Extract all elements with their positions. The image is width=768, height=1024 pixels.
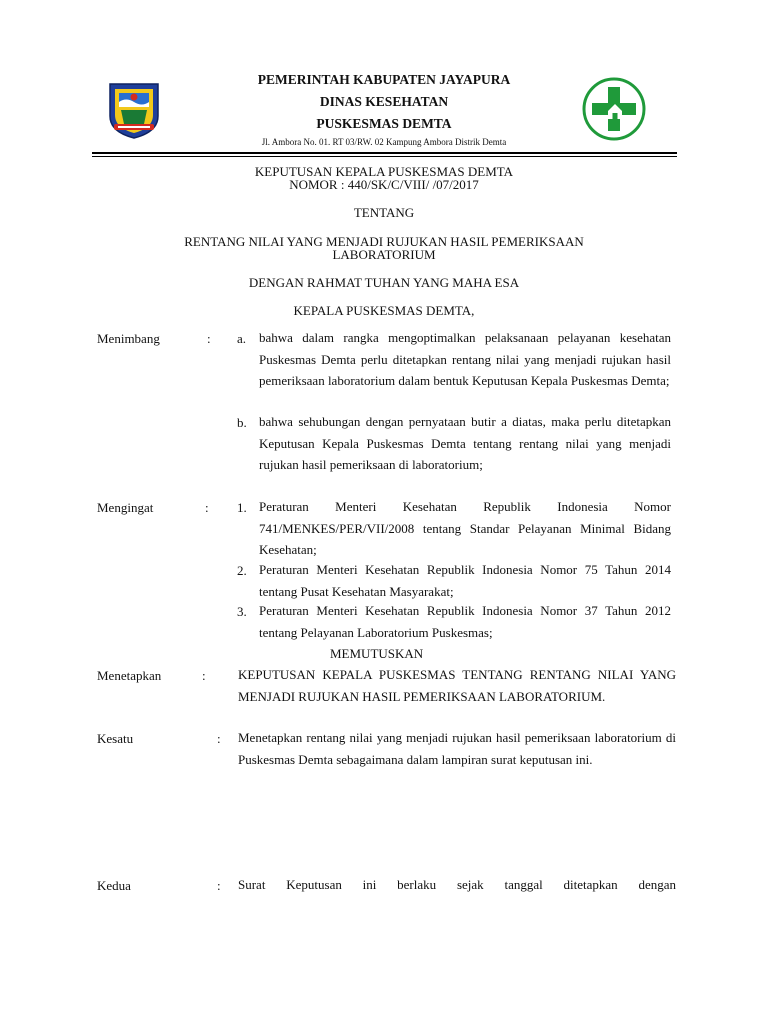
kepala-heading: KEPALA PUSKESMAS DEMTA, bbox=[293, 303, 475, 318]
menimbang-marker-a: a. bbox=[237, 331, 247, 346]
kedua-label: Kedua bbox=[97, 878, 131, 893]
kesatu-text: Menetapkan rentang nilai yang menjadi rujukan hasil pemeriksaan laboratorium di Puskesmas Demta sebagaimana dalam lampiran surat keputusan ini. bbox=[238, 730, 676, 767]
letterhead-puskesmas: PUSKESMAS DEMTA bbox=[316, 116, 452, 131]
letterhead-government: PEMERINTAH KABUPATEN JAYAPURA bbox=[257, 72, 511, 87]
memutuskan-heading: MEMUTUSKAN bbox=[330, 646, 424, 661]
menetapkan-label: Menetapkan bbox=[97, 668, 162, 683]
kesatu-label: Kesatu bbox=[97, 731, 134, 746]
mengingat-item-2: Peraturan Menteri Kesehatan Republik Indonesia Nomor 75 Tahun 2014 tentang Pusat Kesehatan Masyarakat; bbox=[259, 562, 671, 599]
letterhead-divider bbox=[92, 152, 677, 154]
letterhead-divider-thin bbox=[92, 156, 677, 157]
rahmat-phrase: DENGAN RAHMAT TUHAN YANG MAHA ESA bbox=[248, 275, 520, 290]
menimbang-item-a: bahwa dalam rangka mengoptimalkan pelaksanaan pelayanan kesehatan Puskesmas Demta perlu ditetapkan rentang nilai yang menjadi rujukan hasil pemeriksaan laboratorium dalam bentuk Keputusan Kepala Puskesmas Demta; bbox=[259, 330, 671, 388]
menimbang-marker-b: b. bbox=[237, 415, 247, 430]
decree-subject-line1: RENTANG NILAI YANG MENJADI RUJUKAN HASIL PEMERIKSAAN bbox=[184, 234, 584, 249]
kedua-text: Surat Keputusan ini berlaku sejak tanggal ditetapkan dengan bbox=[238, 877, 676, 892]
menetapkan-colon: : bbox=[202, 668, 206, 683]
kesatu-colon: : bbox=[217, 731, 221, 746]
kedua-colon: : bbox=[217, 878, 221, 893]
mengingat-item-3: Peraturan Menteri Kesehatan Republik Indonesia Nomor 37 Tahun 2012 tentang Pelayanan Laboratorium Puskesmas; bbox=[259, 603, 671, 640]
mengingat-label: Mengingat bbox=[97, 500, 154, 515]
letterhead-department: DINAS KESEHATAN bbox=[319, 94, 449, 109]
decree-subject-line2: LABORATORIUM bbox=[332, 247, 436, 262]
tentang-heading: TENTANG bbox=[353, 205, 415, 220]
menimbang-label: Menimbang bbox=[97, 331, 160, 346]
menimbang-item-b: bahwa sehubungan dengan pernyataan butir a diatas, maka perlu ditetapkan Keputusan Kepala Puskesmas Demta tentang rentang nilai yang menjadi rujukan hasil pemeriksaan di laboratorium; bbox=[259, 414, 671, 472]
mengingat-marker-1: 1. bbox=[237, 500, 247, 515]
menetapkan-text: KEPUTUSAN KEPALA PUSKESMAS TENTANG RENTANG NILAI YANG MENJADI RUJUKAN HASIL PEMERIKSAAN LABORATORIUM. bbox=[238, 667, 676, 704]
mengingat-marker-2: 2. bbox=[237, 563, 247, 578]
mengingat-marker-3: 3. bbox=[237, 604, 247, 619]
menimbang-colon: : bbox=[207, 331, 211, 346]
letterhead-address: Jl. Ambora No. 01. RT 03/RW. 02 Kampung Ambora Distrik Demta bbox=[261, 137, 507, 147]
mengingat-colon: : bbox=[205, 500, 209, 515]
decree-title: KEPUTUSAN KEPALA PUSKESMAS DEMTA bbox=[254, 164, 514, 179]
decree-number: NOMOR : 440/SK/C/VIII/ /07/2017 bbox=[289, 177, 479, 192]
mengingat-item-1: Peraturan Menteri Kesehatan Republik Indonesia Nomor 741/MENKES/PER/VII/2008 tentang Standar Pelayanan Minimal Bidang Kesehatan; bbox=[259, 499, 671, 557]
